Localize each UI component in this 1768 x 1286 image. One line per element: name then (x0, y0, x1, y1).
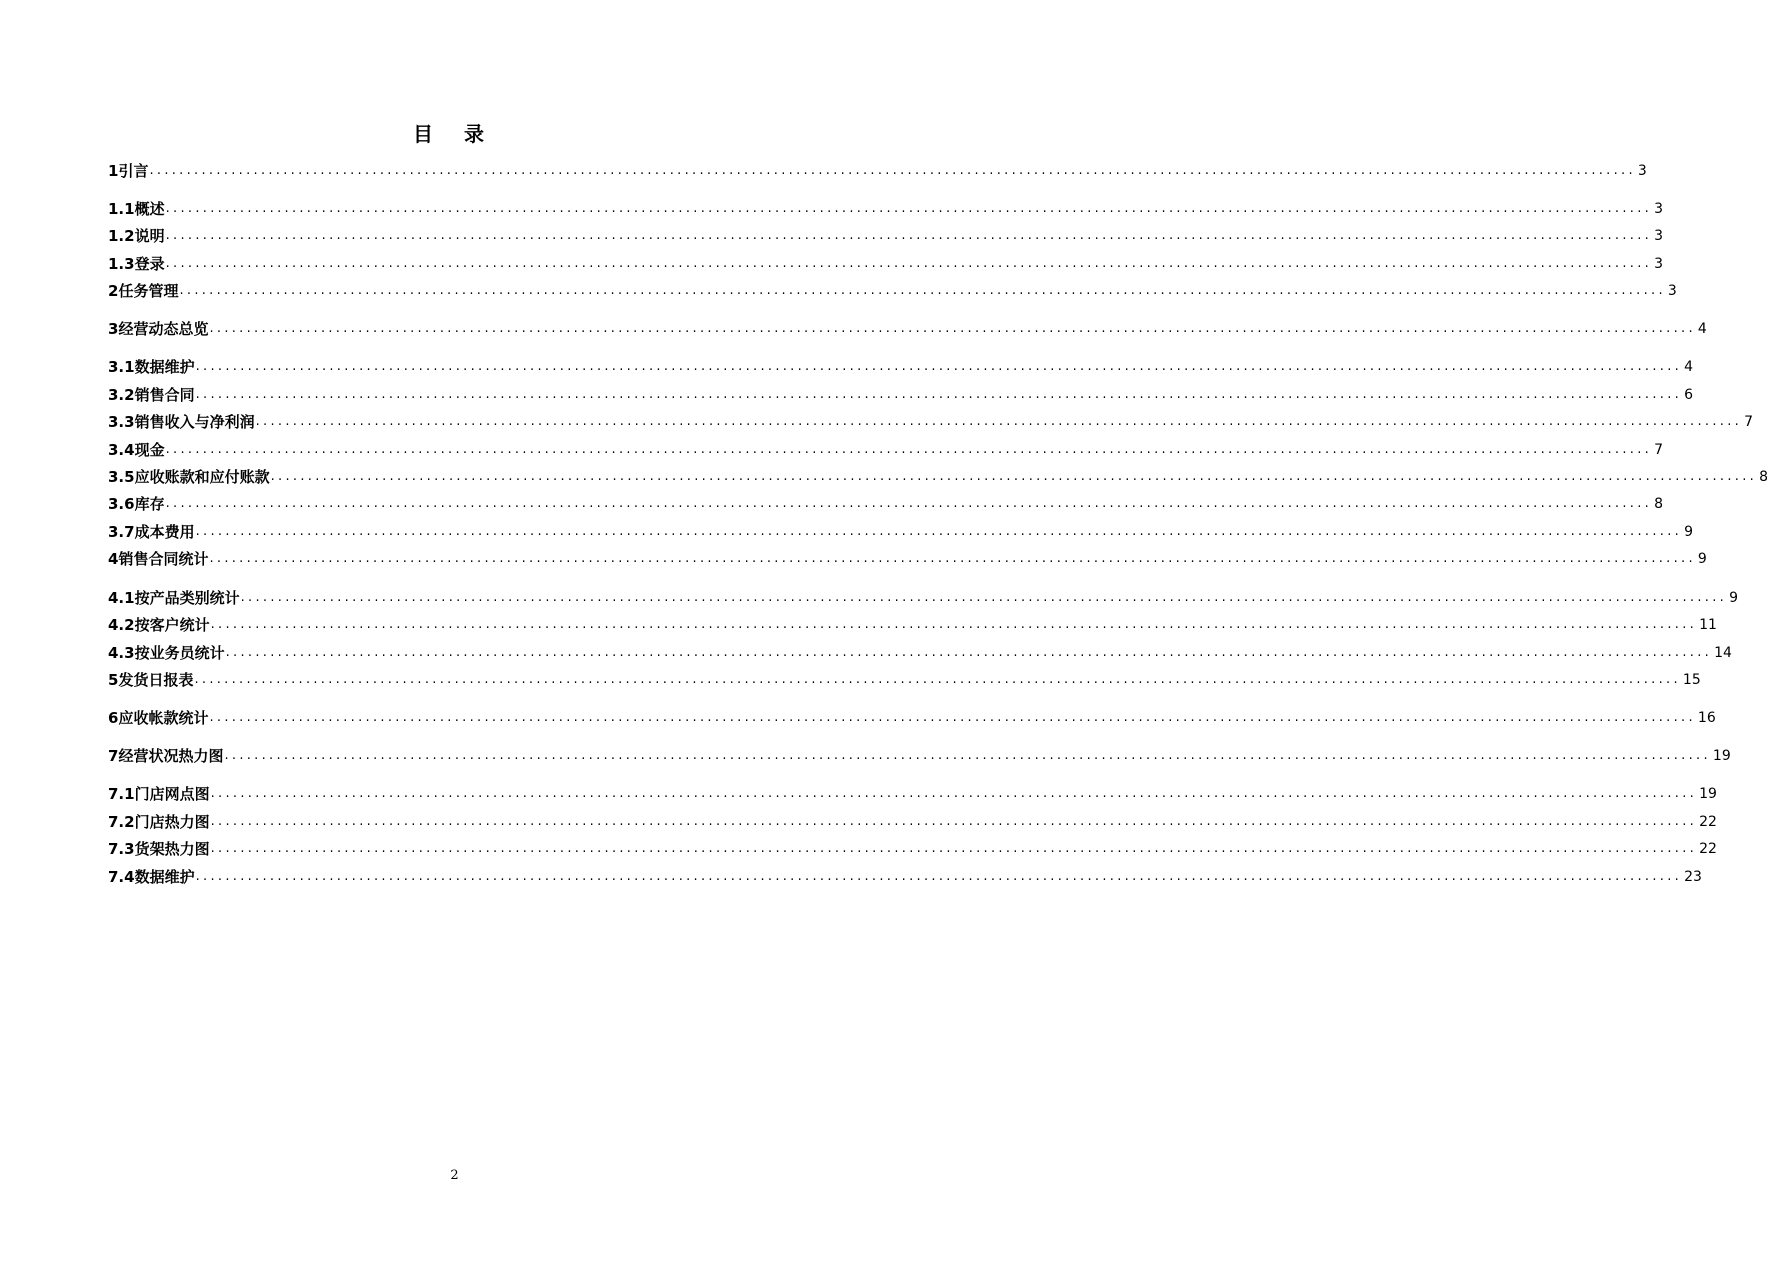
toc-entry-page: 8 (1654, 496, 1663, 512)
toc-dot-leader: ........................................................................................................................................................................................................ (270, 469, 1758, 484)
toc-entry-page: 23 (1684, 869, 1702, 885)
toc-entry-title: 门店热力图 (134, 813, 210, 831)
toc-entry-page: 7 (1654, 442, 1663, 458)
toc-entry[interactable] (108, 745, 1731, 767)
toc-dot-leader: ........................................................................................................................................................................................................ (195, 869, 1683, 884)
toc-entry-title: 销售合同统计 (118, 550, 209, 568)
toc-entry-title: 库存 (134, 495, 165, 513)
toc-dot-leader: ........................................................................................................................................................................................................ (165, 496, 1653, 511)
toc-entry-page: 19 (1699, 786, 1717, 802)
page-number: 2 (450, 1168, 459, 1183)
toc-entry[interactable] (108, 521, 1693, 543)
toc-entry[interactable] (108, 548, 1707, 570)
toc-entry-page: 3 (1667, 283, 1677, 299)
toc-entry-title: 成本费用 (134, 523, 195, 541)
toc-entry[interactable] (108, 707, 1716, 729)
toc-entry-title: 引言 (118, 162, 149, 180)
toc-entry-title: 门店网点图 (134, 785, 210, 803)
toc-dot-leader: ........................................................................................................................................................................................................ (255, 414, 1743, 429)
toc-entry-title: 应收账款和应付账款 (134, 468, 270, 486)
toc-entry-number: 7.4 (108, 868, 135, 886)
toc-dot-leader: ........................................................................................................................................................................................................ (195, 359, 1683, 374)
toc-entry-number: 1.2 (108, 227, 135, 245)
toc-entry-title: 登录 (134, 255, 165, 273)
toc-entry-page: 19 (1712, 748, 1731, 764)
toc-entry-title: 经营状况热力图 (118, 747, 224, 765)
toc-dot-leader: ........................................................................................................................................................................................................ (210, 786, 1698, 801)
toc-dot-leader: ........................................................................................................................................................................................................ (194, 672, 1681, 687)
toc-dot-leader: ........................................................................................................................................................................................................ (209, 321, 1696, 336)
toc-dot-leader: ........................................................................................................................................................................................................ (149, 163, 1636, 178)
toc-entry-number: 1.1 (108, 200, 135, 218)
toc-entry-number: 1.3 (108, 255, 135, 273)
toc-entry[interactable] (108, 411, 1753, 433)
toc-entry[interactable] (108, 669, 1701, 691)
toc-dot-leader: ........................................................................................................................................................................................................ (225, 645, 1713, 660)
toc-dot-leader: ........................................................................................................................................................................................................ (165, 201, 1653, 216)
toc-entry-page: 9 (1729, 590, 1738, 606)
toc-entry[interactable] (108, 493, 1663, 515)
toc-entry-title: 任务管理 (118, 282, 179, 300)
toc-dot-leader: ........................................................................................................................................................................................................ (179, 283, 1666, 298)
toc-entry-title: 数据维护 (134, 868, 195, 886)
toc-entry-number: 3.5 (108, 468, 135, 486)
toc-entry-page: 16 (1697, 710, 1716, 726)
toc-entry-page: 6 (1684, 387, 1693, 403)
toc-entry[interactable] (108, 811, 1717, 833)
toc-entry-title: 销售合同 (134, 386, 195, 404)
toc-entry[interactable] (108, 253, 1663, 275)
toc-entry-title: 按客户统计 (134, 616, 210, 634)
toc-entry-title: 经营动态总览 (118, 320, 209, 338)
toc-entry-title: 应收帐款统计 (118, 709, 209, 727)
toc-dot-leader: ........................................................................................................................................................................................................ (165, 228, 1653, 243)
toc-dot-leader: ........................................................................................................................................................................................................ (209, 551, 1696, 566)
toc-entry-number: 4.3 (108, 644, 135, 662)
toc-dot-leader: ........................................................................................................................................................................................................ (224, 748, 1711, 763)
toc-entry-page: 4 (1697, 321, 1707, 337)
toc-entry-number: 3.2 (108, 386, 135, 404)
toc-dot-leader: ........................................................................................................................................................................................................ (240, 590, 1728, 605)
toc-entry[interactable] (108, 318, 1707, 340)
toc-entry-number: 7.1 (108, 785, 135, 803)
toc-entry-title: 说明 (134, 227, 165, 245)
toc-dot-leader: ........................................................................................................................................................................................................ (210, 617, 1698, 632)
toc-entry-number: 3.1 (108, 358, 135, 376)
toc-entry[interactable] (108, 198, 1663, 220)
toc-entry-number: 1 (108, 162, 119, 180)
toc-entry-title: 数据维护 (134, 358, 195, 376)
toc-entry[interactable] (108, 160, 1647, 182)
toc-entry[interactable] (108, 280, 1677, 302)
toc-entry-title: 发货日报表 (118, 671, 194, 689)
toc-entry-title: 货架热力图 (134, 840, 210, 858)
toc-entry-page: 9 (1697, 551, 1707, 567)
toc-entry-page: 4 (1684, 359, 1693, 375)
toc-entry[interactable] (108, 466, 1768, 488)
toc-dot-leader: ........................................................................................................................................................................................................ (209, 710, 1696, 725)
toc-entry-title: 销售收入与净利润 (134, 413, 255, 431)
toc-dot-leader: ........................................................................................................................................................................................................ (195, 524, 1683, 539)
toc-entry[interactable] (108, 642, 1732, 664)
toc-entry-number: 6 (108, 709, 119, 727)
toc-entry-number: 4.2 (108, 616, 135, 634)
toc-entry-page: 3 (1654, 201, 1663, 217)
toc-dot-leader: ........................................................................................................................................................................................................ (195, 387, 1683, 402)
toc-entry-page: 15 (1682, 672, 1701, 688)
toc-entry[interactable] (108, 225, 1663, 247)
toc-entry-page: 7 (1744, 414, 1753, 430)
toc-entry-number: 3.4 (108, 441, 135, 459)
toc-entry-title: 按业务员统计 (134, 644, 225, 662)
toc-entry-page: 14 (1714, 645, 1732, 661)
toc-entry-title: 概述 (134, 200, 165, 218)
toc-entry-page: 11 (1699, 617, 1717, 633)
toc-entry-page: 3 (1654, 256, 1663, 272)
toc-entry-page: 3 (1637, 163, 1647, 179)
toc-entry[interactable] (108, 838, 1717, 860)
toc-dot-leader: ........................................................................................................................................................................................................ (210, 841, 1698, 856)
toc-entry-title: 现金 (134, 441, 165, 459)
toc-entry[interactable] (108, 614, 1717, 636)
toc-entry-page: 22 (1699, 814, 1717, 830)
toc-entry-page: 3 (1654, 228, 1663, 244)
toc-entry-number: 7 (108, 747, 119, 765)
toc-entry-number: 3.6 (108, 495, 135, 513)
toc-entry[interactable] (108, 439, 1663, 461)
toc-entry-number: 7.3 (108, 840, 135, 858)
toc-entry-number: 3 (108, 320, 119, 338)
toc-entry-page: 8 (1759, 469, 1768, 485)
toc-entry[interactable] (108, 783, 1717, 805)
toc-dot-leader: ........................................................................................................................................................................................................ (210, 814, 1698, 829)
toc-entry[interactable] (108, 356, 1693, 378)
toc-entry-number: 7.2 (108, 813, 135, 831)
toc-entry-title: 按产品类别统计 (134, 589, 240, 607)
toc-entry-page: 9 (1684, 524, 1693, 540)
toc-entry-number: 4 (108, 550, 119, 568)
toc-entry[interactable] (108, 587, 1738, 609)
toc-entry-page: 22 (1699, 841, 1717, 857)
toc-dot-leader: ........................................................................................................................................................................................................ (165, 256, 1653, 271)
toc-title: 目 录 (413, 122, 496, 146)
toc-entry-number: 5 (108, 671, 119, 689)
toc-dot-leader: ........................................................................................................................................................................................................ (165, 442, 1653, 457)
toc-entry-number: 3.7 (108, 523, 135, 541)
toc-entry-number: 3.3 (108, 413, 135, 431)
toc-entry-number: 2 (108, 282, 119, 300)
toc-entry-number: 4.1 (108, 589, 135, 607)
toc-entry[interactable] (108, 384, 1693, 406)
toc-entry[interactable] (108, 866, 1702, 888)
